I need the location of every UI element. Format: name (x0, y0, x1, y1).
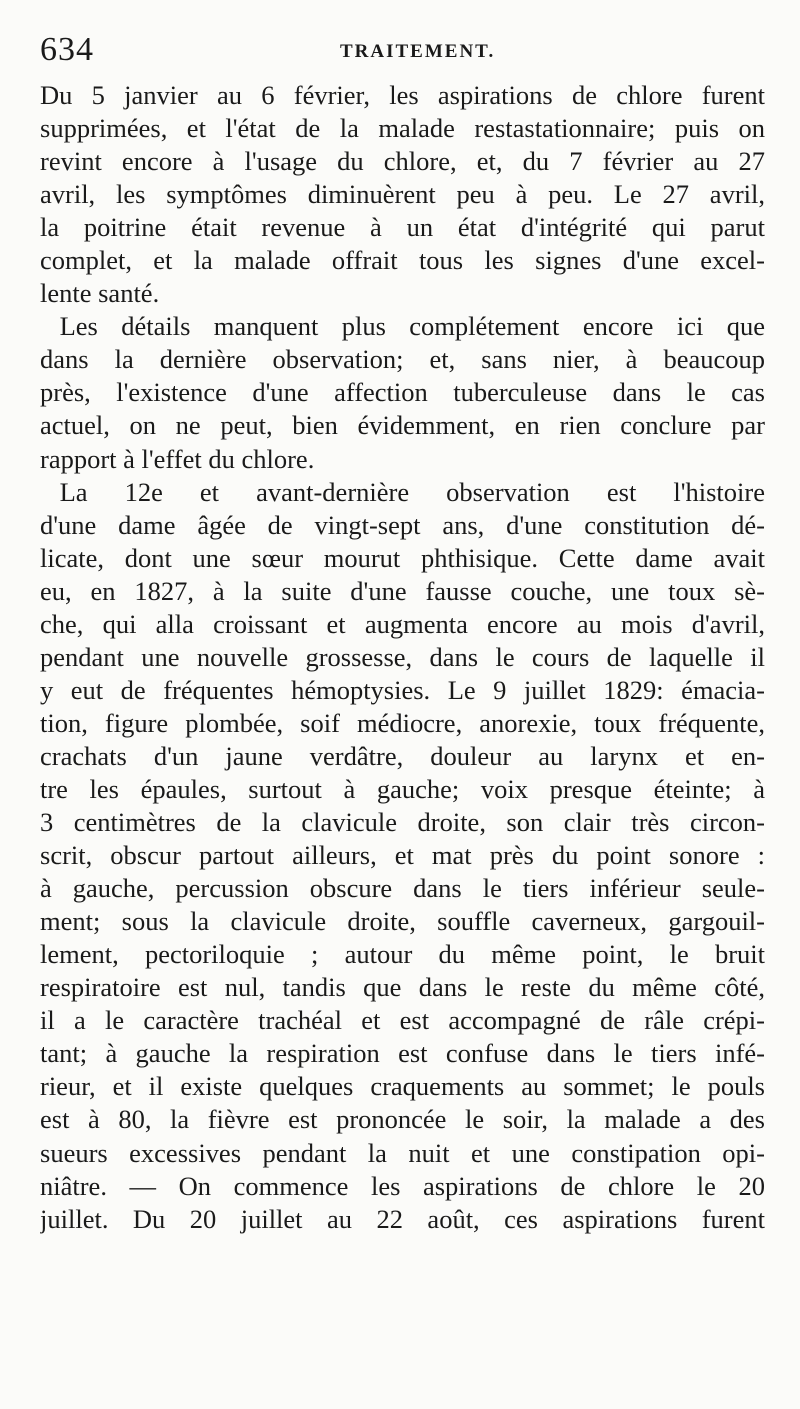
text-line: 3 centimètres de la clavicule droite, son clair très circon- (40, 807, 765, 838)
text-line: rapport à l'effet du chlore. (40, 443, 315, 474)
text-line: revint encore à l'usage du chlore, et, du 7 février au 27 (40, 146, 765, 177)
text-line: actuel, on ne peut, bien évidemment, en rien conclure par (40, 410, 765, 441)
text-line: La 12e et avant-dernière observation est l'histoire (59, 476, 765, 507)
text-line: tant; à gauche la respiration est confuse dans le tiers infé- (40, 1038, 765, 1069)
text-line: che, qui alla croissant et augmenta encore au mois d'avril, (40, 608, 765, 639)
text-line: juillet. Du 20 juillet au 22 août, ces aspirations furent (40, 1203, 765, 1234)
text-line: scrit, obscur partout ailleurs, et mat près du point sonore : (40, 840, 765, 871)
text-line: avril, les symptômes diminuèrent peu à peu. Le 27 avril, (40, 179, 765, 210)
text-line: tre les épaules, surtout à gauche; voix presque éteinte; à (40, 773, 765, 804)
running-head: TRAITEMENT. (340, 41, 496, 62)
text-line: dans la dernière observation; et, sans nier, à beaucoup (40, 344, 765, 375)
page-header (40, 30, 780, 70)
text-line: il a le caractère trachéal et est accompagné de râle crépi- (40, 1005, 765, 1036)
text-line: Les détails manquent plus complétement encore ici que (59, 311, 765, 342)
text-line: complet, et la malade offrait tous les signes d'une excel- (40, 245, 765, 276)
text-line: Du 5 janvier au 6 février, les aspirations de chlore furent (40, 80, 765, 110)
text-line: respiratoire est nul, tandis que dans le reste du même côté, (40, 972, 765, 1003)
text-line: à gauche, percussion obscure dans le tiers inférieur seule- (40, 873, 765, 904)
text-line: lente santé. (40, 278, 160, 309)
text-line: d'une dame âgée de vingt-sept ans, d'une constitution dé- (40, 509, 765, 540)
text-line: eu, en 1827, à la suite d'une fausse couche, une toux sè- (40, 575, 765, 606)
text-line: niâtre. — On commence les aspirations de chlore le 20 (40, 1170, 765, 1201)
text-line: supprimées, et l'état de la malade restastationnaire; puis on (40, 113, 765, 144)
text-line: crachats d'un jaune verdâtre, douleur au larynx et en- (40, 740, 765, 771)
text-line: lement, pectoriloquie ; autour du même point, le bruit (40, 939, 765, 970)
text-line: licate, dont une sœur mourut phthisique. Cette dame avait (40, 542, 765, 573)
text-line: sueurs excessives pendant la nuit et une constipation opi- (40, 1137, 765, 1168)
text-line: rieur, et il existe quelques craquements au sommet; le pouls (40, 1071, 765, 1102)
text-line: tion, figure plombée, soif médiocre, anorexie, toux fréquente, (40, 707, 765, 738)
page-number: 634 (40, 31, 94, 68)
text-line: y eut de fréquentes hémoptysies. Le 9 juillet 1829: émacia- (40, 674, 765, 705)
text-line: pendant une nouvelle grossesse, dans le cours de laquelle il (40, 641, 765, 672)
text-line: ment; sous la clavicule droite, souffle caverneux, gargouil- (40, 906, 765, 937)
text-line: est à 80, la fièvre est prononcée le soir, la malade a des (40, 1104, 765, 1135)
text-line: près, l'existence d'une affection tuberculeuse dans le cas (40, 377, 765, 408)
text-line: la poitrine était revenue à un état d'intégrité qui parut (40, 212, 765, 243)
body-text (40, 79, 765, 1236)
